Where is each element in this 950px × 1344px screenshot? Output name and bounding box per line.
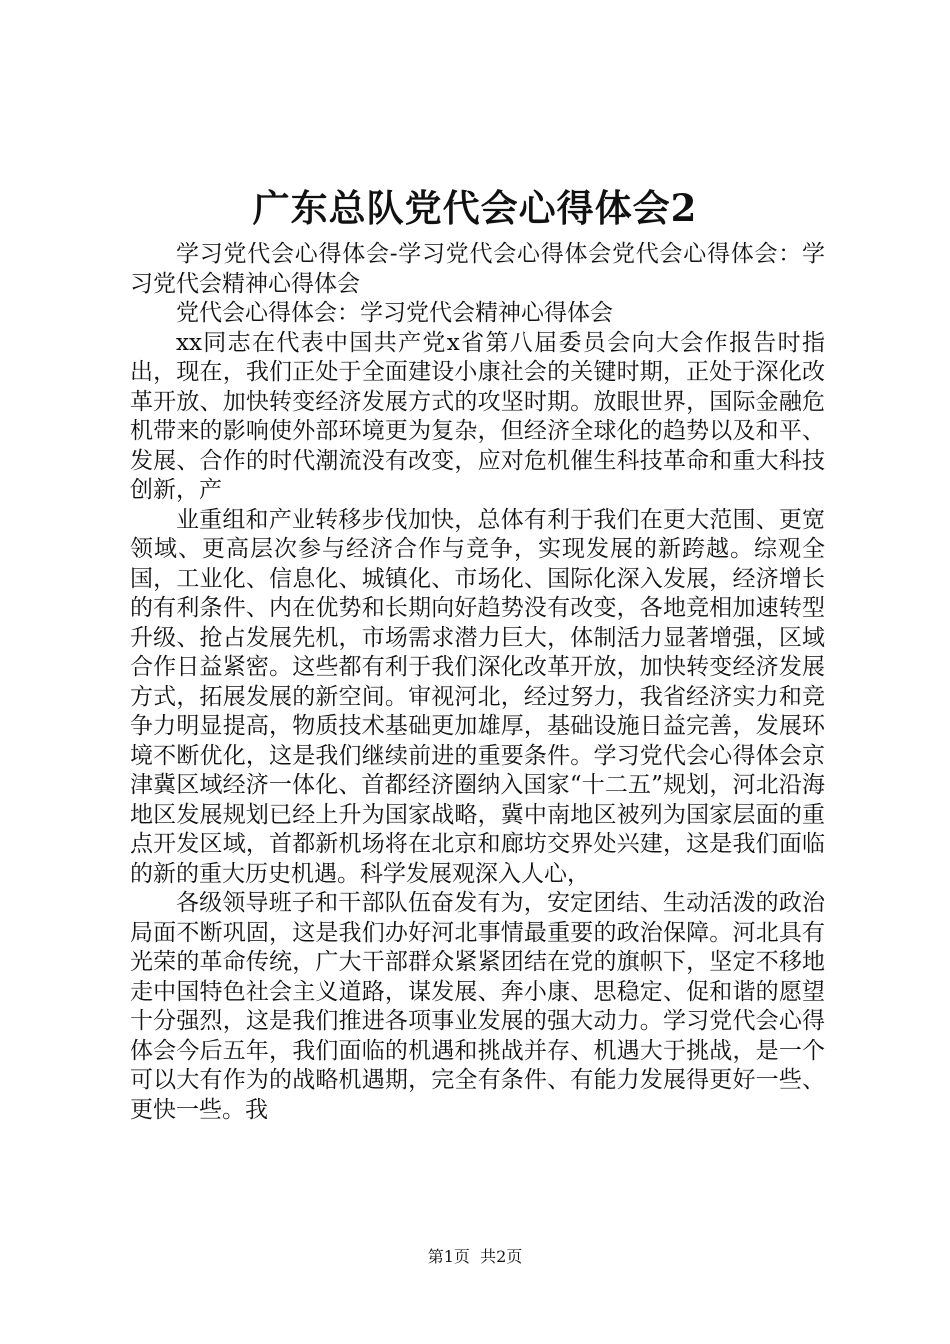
paragraph: xx同志在代表中国共产党x省第八届委员会向大会作报告时指出，现在，我们正处于全面建设小康社会的关键时期，正处于深化改革开放、加快转变经济发展方式的攻坚时期。放眼世界，国际金融危机带来的影响使外部环境更为复杂，但经济全球化的趋势以及和平、发展、合作的时代潮流没有改变，应对危机催生科技革命和重大科技创新，产: [130, 329, 825, 503]
paragraph: 党代会心得体会：学习党代会精神心得体会: [176, 300, 613, 326]
page-number-footer: 第1页 共2页: [427, 1247, 523, 1266]
paragraph: 学习党代会心得体会-学习党代会心得体会党代会心得体会：学习党代会精神心得体会: [130, 241, 825, 297]
paragraph: 各级领导班子和干部队伍奋发有为，安定团结、生动活泼的政治局面不断巩固，这是我们办好河北事情最重要的政治保障。河北具有光荣的革命传统，广大干部群众紧紧团结在党的旗帜下，坚定不移地走中国特色社会主义道路，谋发展、奔小康、思稳定、促和谐的愿望十分强烈，这是我们推进各项事业发展的强大动力。学习党代会心得体会今后五年，我们面临的机遇和挑战并存、机遇大于挑战，是一个可以大有作为的战略机遇期，完全有条件、有能力发展得更好一些、更快一些。我: [130, 890, 825, 1123]
paragraph: 业重组和产业转移步伐加快，总体有利于我们在更大范围、更宽领域、更高层次参与经济合作与竞争，实现发展的新跨越。综观全国，工业化、信息化、城镇化、市场化、国际化深入发展，经济增长的有利条件、内在优势和长期向好趋势没有改变，各地竞相加速转型升级、抢占发展先机，市场需求潜力巨大，体制活力显著增强，区域合作日益紧密。这些都有利于我们深化改革开放，加快转变经济发展方式，拓展发展的新空间。审视河北，经过努力，我省经济实力和竞争力明显提高，物质技术基础更加雄厚，基础设施日益完善，发展环境不断优化，这是我们继续前进的重要条件。学习党代会心得体会京津冀区域经济一体化、首都经济圈纳入国家“十二五”规划，河北沿海地区发展规划已经上升为国家战略，冀中南地区被列为国家层面的重点开发区域，首都新机场将在北京和廊坊交界处兴建，这是我们面临的新的重大历史机遇。科学发展观深入人心，: [130, 506, 825, 887]
document-title: 广东总队党代会心得体会2: [252, 186, 698, 230]
document-body: [130, 240, 825, 1125]
